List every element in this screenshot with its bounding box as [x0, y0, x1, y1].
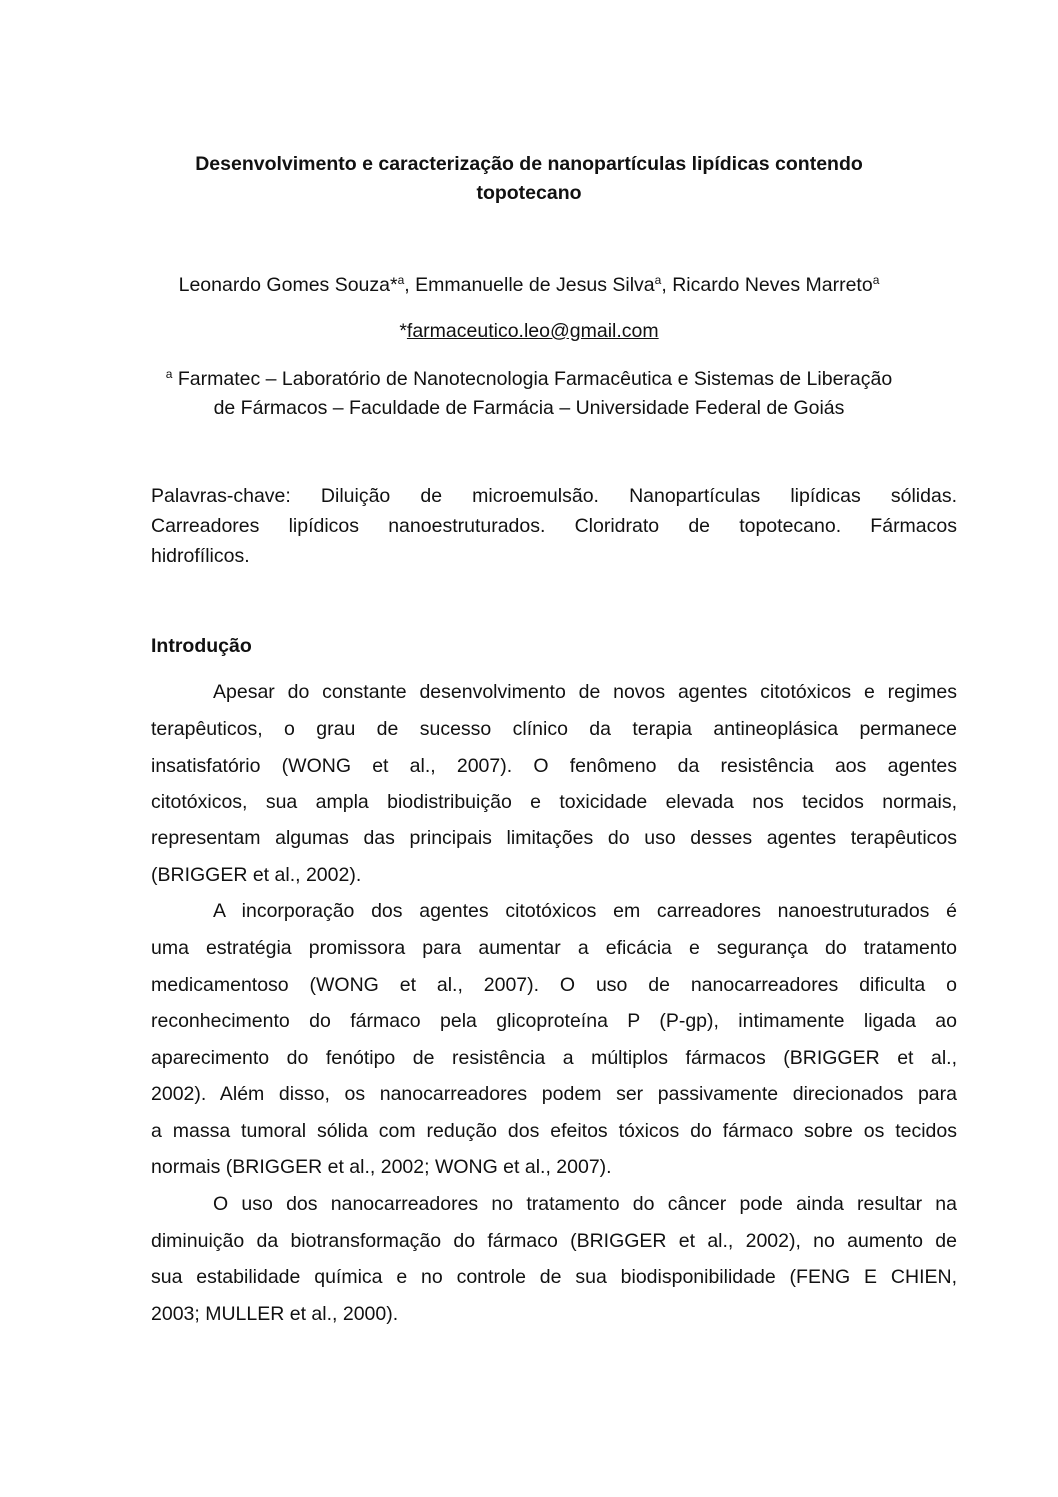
email-link[interactable]: farmaceutico.leo@gmail.com [406, 320, 659, 342]
paragraph-line: diminuição da biotransformação do fármaco (BRIGGER et al., 2002), no aumento de [151, 1230, 957, 1252]
paragraph-line: O uso dos nanocarreadores no tratamento do câncer pode ainda resultar na [213, 1193, 957, 1215]
affiliation [0, 365, 1058, 423]
keywords-line: Carreadores lipídicos nanoestruturados. Cloridrato de topotecano. Fármacos [151, 515, 957, 537]
affiliation-line [0, 365, 1058, 394]
paragraph-line: terapêuticos, o grau de sucesso clínico da terapia antineoplásica permanece [151, 718, 957, 740]
paragraph-line: reconhecimento do fármaco pela glicoproteína P (P-gp), intimamente ligada ao [151, 1010, 957, 1032]
paragraph-line: citotóxicos, sua ampla biodistribuição e toxicidade elevada nos tecidos normais, [151, 791, 957, 813]
author-name: Emmanuelle de Jesus Silva [415, 274, 655, 296]
paragraph-line: uma estratégia promissora para aumentar a eficácia e segurança do tratamento [151, 937, 957, 959]
paragraph-line: representam algumas das principais limitações do uso desses agentes terapêuticos [151, 827, 957, 849]
author-affiliation-mark: a [872, 273, 880, 287]
author-name: Leonardo Gomes Souza* [178, 274, 398, 296]
paragraph-line: (BRIGGER et al., 2002). [151, 864, 362, 886]
author-name: Ricardo Neves Marreto [672, 274, 873, 296]
paragraph-line: Apesar do constante desenvolvimento de novos agentes citotóxicos e regimes [213, 681, 957, 703]
affiliation-text: Farmatec – Laboratório de Nanotecnologia Farmacêutica e Sistemas de Liberação [172, 368, 893, 390]
title-line: topotecano [476, 182, 582, 204]
author-separator: , [661, 274, 673, 296]
affiliation-line: de Fármacos – Faculdade de Farmácia – Universidade Federal de Goiás [213, 397, 845, 419]
title-line: Desenvolvimento e caracterização de nanopartículas lipídicas contendo [195, 153, 863, 175]
author-affiliation-mark: a [654, 273, 662, 287]
keywords-line: hidrofílicos. [151, 545, 250, 567]
author-affiliation-mark: a [397, 273, 405, 287]
author-list [0, 272, 1058, 298]
corresponding-email [0, 318, 1058, 344]
paper-title [0, 150, 1058, 208]
paragraph-line: 2002). Além disso, os nanocarreadores podem ser passivamente direcionados para [151, 1083, 957, 1105]
paragraph-line: aparecimento do fenótipo de resistência a múltiplos fármacos (BRIGGER et al., [151, 1047, 957, 1069]
affiliation-mark: a [165, 367, 173, 381]
email-prefix: * [399, 320, 407, 342]
paragraph-line: medicamentoso (WONG et al., 2007). O uso de nanocarreadores dificulta o [151, 974, 957, 996]
paragraph-line: insatisfatório (WONG et al., 2007). O fenômeno da resistência aos agentes [151, 755, 957, 777]
paragraph-line: sua estabilidade química e no controle de sua biodisponibilidade (FENG E CHIEN, [151, 1266, 957, 1288]
section-heading: Introdução [151, 635, 252, 657]
paragraph-line: A incorporação dos agentes citotóxicos em carreadores nanoestruturados é [213, 900, 957, 922]
keywords-line: Palavras-chave: Diluição de microemulsão. Nanopartículas lipídicas sólidas. [151, 485, 957, 507]
author-separator: , [404, 274, 416, 296]
paragraph-line: 2003; MULLER et al., 2000). [151, 1303, 399, 1325]
paragraph-line: normais (BRIGGER et al., 2002; WONG et al., 2007). [151, 1156, 612, 1178]
paragraph-line: a massa tumoral sólida com redução dos efeitos tóxicos do fármaco sobre os tecidos [151, 1120, 957, 1142]
